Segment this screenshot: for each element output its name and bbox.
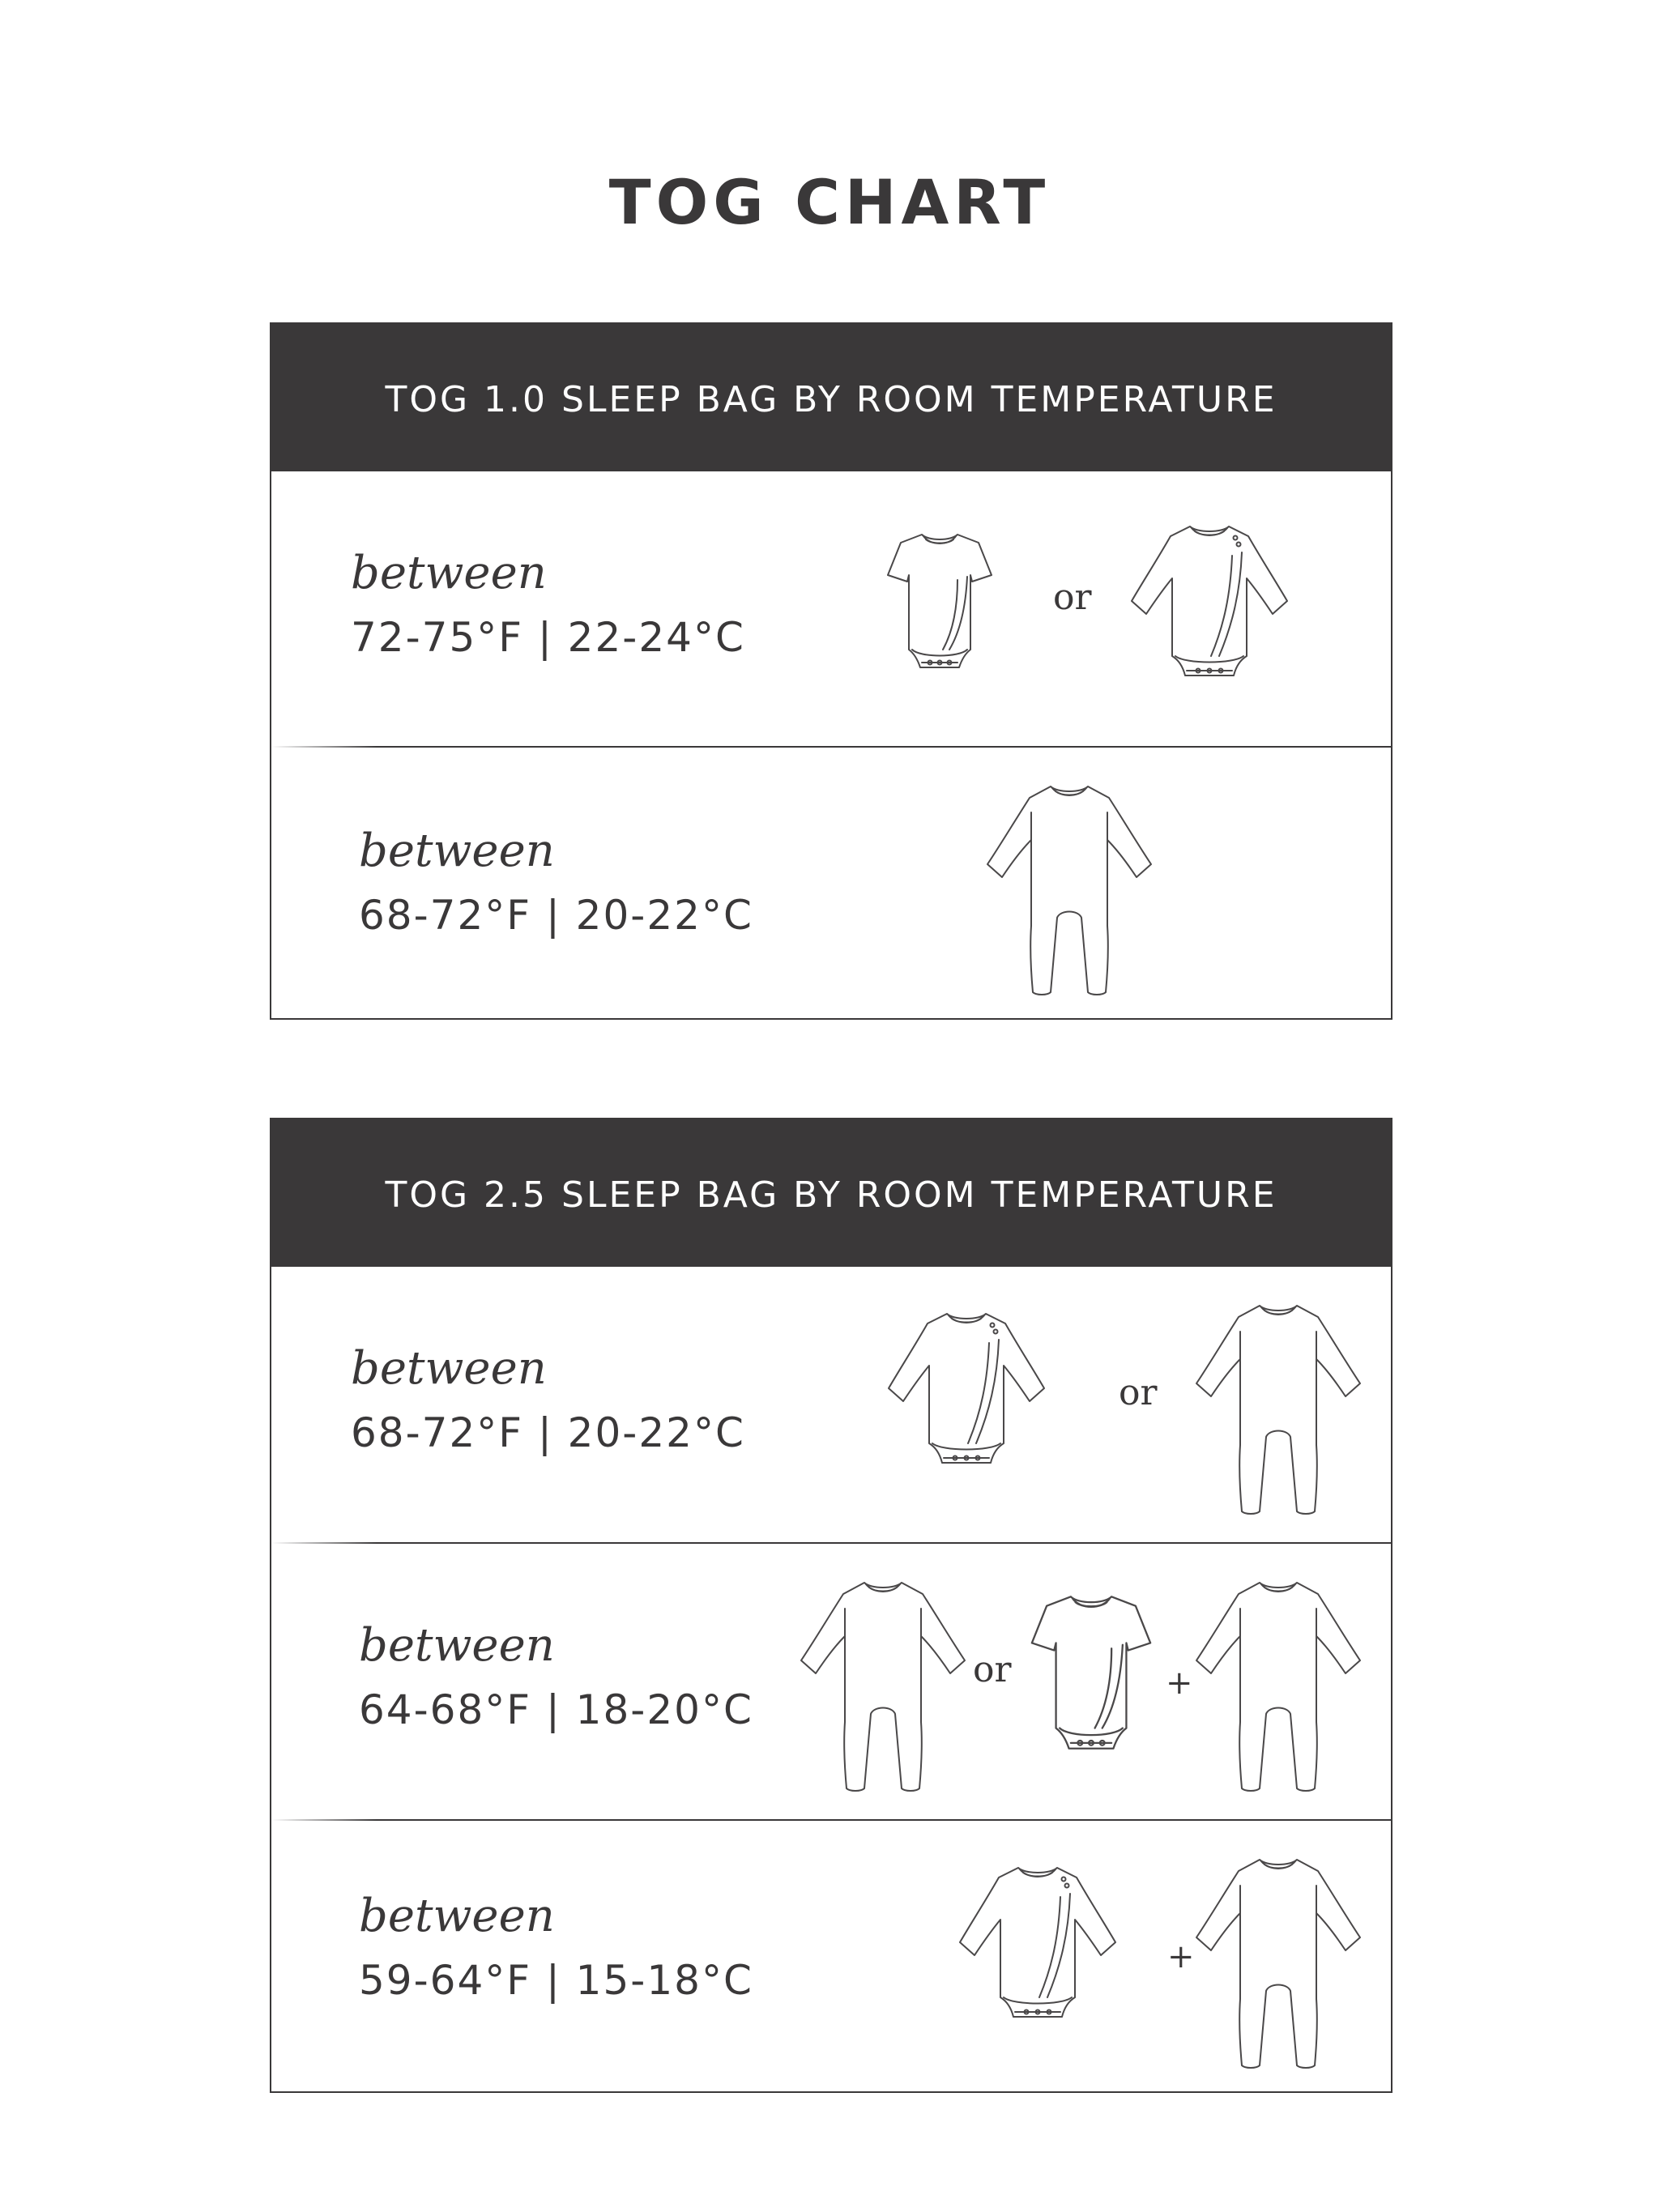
tog-1-chart bbox=[270, 322, 1392, 1020]
temperature-range: 59-64°F | 15-18°C bbox=[359, 1957, 753, 2004]
table-row bbox=[271, 1542, 1391, 1819]
long-sleeve-bodysuit-icon bbox=[957, 1861, 1119, 2023]
temperature-range: 68-72°F | 20-22°C bbox=[351, 1409, 745, 1456]
plus-text: + bbox=[1167, 1938, 1195, 1975]
outfit-icons bbox=[271, 1821, 1391, 2091]
or-text: or bbox=[1053, 577, 1092, 618]
table-row bbox=[271, 471, 1391, 746]
table-row bbox=[271, 1819, 1391, 2091]
table-row bbox=[271, 1267, 1391, 1542]
footed-sleeper-icon bbox=[1193, 1299, 1363, 1518]
tog-2-5-chart bbox=[270, 1118, 1392, 2093]
temperature-range: 68-72°F | 20-22°C bbox=[359, 892, 753, 939]
footed-sleeper-icon bbox=[1193, 1576, 1363, 1795]
between-text: between bbox=[359, 825, 555, 877]
outfit-icons bbox=[271, 748, 1391, 1018]
table-row bbox=[271, 746, 1391, 1018]
plus-text: + bbox=[1166, 1664, 1193, 1702]
or-text: or bbox=[973, 1649, 1012, 1690]
footed-sleeper-icon bbox=[984, 780, 1154, 999]
between-text: between bbox=[359, 1619, 555, 1672]
chart-header: TOG 1.0 SLEEP BAG BY ROOM TEMPERATURE bbox=[271, 324, 1391, 471]
chart-header: TOG 2.5 SLEEP BAG BY ROOM TEMPERATURE bbox=[271, 1119, 1391, 1267]
footed-sleeper-icon bbox=[1193, 1853, 1363, 2072]
temperature-range: 72-75°F | 22-24°C bbox=[351, 614, 745, 661]
short-sleeve-bodysuit-icon bbox=[883, 528, 996, 674]
between-text: between bbox=[359, 1890, 555, 1942]
temperature-range: 64-68°F | 18-20°C bbox=[359, 1686, 753, 1733]
page-title: TOG CHART bbox=[608, 166, 1051, 238]
long-sleeve-bodysuit-icon bbox=[1128, 520, 1290, 682]
between-text: between bbox=[351, 547, 547, 599]
short-sleeve-bodysuit-icon bbox=[1026, 1589, 1156, 1756]
footed-sleeper-icon bbox=[798, 1576, 968, 1795]
or-text: or bbox=[1119, 1372, 1158, 1413]
outfit-icons bbox=[271, 1544, 1391, 1819]
long-sleeve-bodysuit-icon bbox=[885, 1307, 1047, 1469]
between-text: between bbox=[351, 1342, 547, 1395]
outfit-icons bbox=[271, 1267, 1391, 1542]
outfit-icons bbox=[271, 471, 1391, 746]
